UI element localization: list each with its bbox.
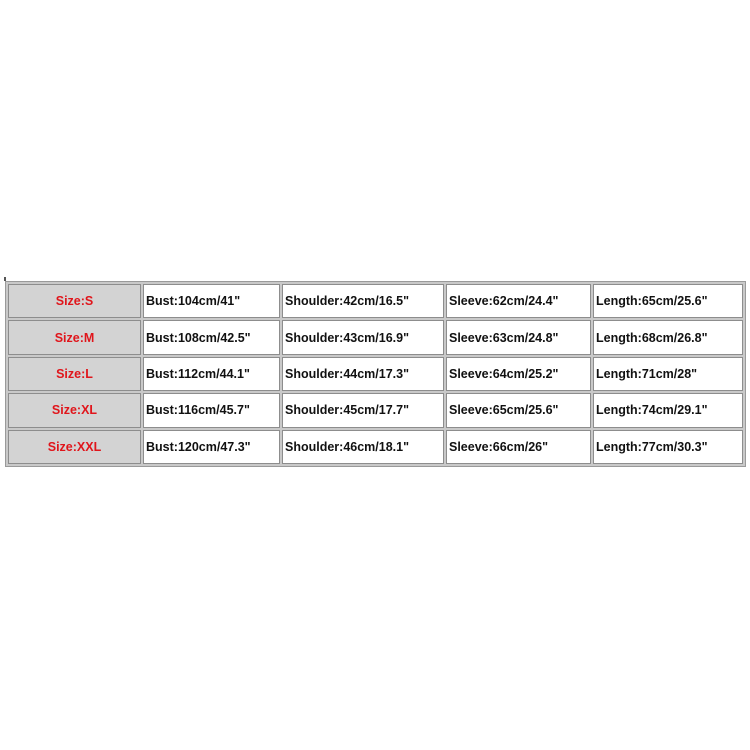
sleeve-cell: Sleeve:65cm/25.6"	[446, 393, 591, 427]
table-row	[8, 357, 743, 391]
shoulder-cell: Shoulder:43cm/16.9"	[282, 320, 444, 354]
table-row	[8, 320, 743, 354]
shoulder-cell: Shoulder:42cm/16.5"	[282, 284, 444, 318]
bust-cell: Bust:104cm/41"	[143, 284, 280, 318]
size-label: Size:S	[8, 284, 141, 318]
shoulder-cell: Shoulder:45cm/17.7"	[282, 393, 444, 427]
bust-cell: Bust:120cm/47.3"	[143, 430, 280, 464]
size-label: Size:L	[8, 357, 141, 391]
sleeve-cell: Sleeve:62cm/24.4"	[446, 284, 591, 318]
table-row	[8, 284, 743, 318]
table-row	[8, 393, 743, 427]
length-cell: Length:77cm/30.3"	[593, 430, 743, 464]
length-cell: Length:68cm/26.8"	[593, 320, 743, 354]
size-label: Size:XXL	[8, 430, 141, 464]
bust-cell: Bust:108cm/42.5"	[143, 320, 280, 354]
bust-cell: Bust:116cm/45.7"	[143, 393, 280, 427]
shoulder-cell: Shoulder:46cm/18.1"	[282, 430, 444, 464]
sleeve-cell: Sleeve:64cm/25.2"	[446, 357, 591, 391]
size-label: Size:XL	[8, 393, 141, 427]
sleeve-cell: Sleeve:63cm/24.8"	[446, 320, 591, 354]
length-cell: Length:71cm/28"	[593, 357, 743, 391]
bust-cell: Bust:112cm/44.1"	[143, 357, 280, 391]
shoulder-cell: Shoulder:44cm/17.3"	[282, 357, 444, 391]
sleeve-cell: Sleeve:66cm/26"	[446, 430, 591, 464]
size-chart-table	[5, 281, 746, 467]
table-row	[8, 430, 743, 464]
length-cell: Length:74cm/29.1"	[593, 393, 743, 427]
size-table	[6, 282, 745, 466]
length-cell: Length:65cm/25.6"	[593, 284, 743, 318]
size-label: Size:M	[8, 320, 141, 354]
